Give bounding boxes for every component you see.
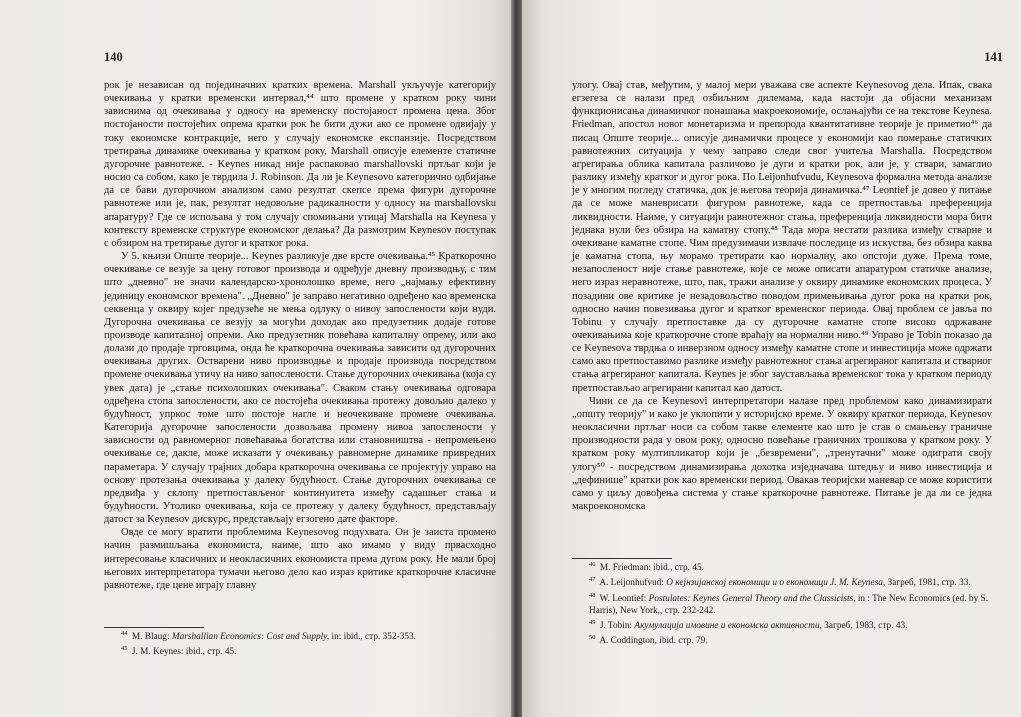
page-number-right: 141 bbox=[984, 50, 1003, 64]
right-footnotes bbox=[572, 559, 992, 648]
right-page bbox=[522, 0, 1021, 717]
footnote-49: $^{49}$ J. Tobin: Акумулација имовине и економска активности, Загреб, 1983, стр. 43. bbox=[589, 619, 908, 632]
footnote-46: $^{46}$ M. Friedman: ibid., стр. 45. bbox=[589, 561, 704, 574]
footnote-50: $^{50}$ A. Coddington, ibid. стр. 79. bbox=[589, 634, 708, 647]
left-paragraph-2: У 5. књизи Опште теорије... Keynes разликује две врсте очекивања.⁴⁵ Краткорочно очекивање се везује за цену готовог производа и одређује дневну производњу, с тим што „дневно" не значи календарско-хронолошко време, него „најмању ефективну јединицу економског времена". „Дневно" је заправо негативно одређено као временска секвенца у оквиру којег предузеће не мења одлуку о нивоу запослености који нуди. Дугорочна очекивања се везују за могући доходак ако предузетник додаје готове производе капиталној опреми. Ако предузетник повећава капиталну опрему, или ако долази до продаје трговцима, онда ће краткорочна очекивања зависити од дугорочних очекивања других. Остварени ниво производње и продаје производа посредством промене очекивања утичу на ниво запослености. Стање дугорочних очекивања (која су увек дата) је „стање психолошких очекивања". Сваком стању очекивања одговара одређена стопа запослености, ако се постојећа очекивања протежу довољно далеко у будућност, упркос томе што постоје нагле и неочекиване промене очекивања. Категорија дугорочне запослености дозвољава промену нивоа запослености у зависности од равномерног повећавања богатства или становништва - непромењено очекивање се, дакле, може исказати у очекивању равномерне динамике привредних параметара. У случају трајних добара краткорочна очекивања се пројектују управо на основу протезања очекивања у далеку будућност. Стање дугорочних очекивања се предвиђа у склопу претпостављеног континуитета између садашњег стања и будућности. Утолико очекивања, која се протежу у далеку будућност, представљају датост за Keynesov дискурс, представљају егзогено дате факторе. bbox=[104, 251, 496, 526]
book-gutter bbox=[511, 0, 522, 717]
left-paragraph-1: рок је независан од појединачних кратких времена. Marshall укључује категорију очекивања у кратки временски интервал,⁴⁴ што промене у кратком року чини зависнима од очекивања у односу на временску постојаност промена цена. Због постојаности постојећих опрема кратки рок ће бити дужи ако се промене одвијају у току економске контракције, него у случају економске експанзије. Посредством третирања динамике очекивања у кратком року, Marshall описује елементе статичне дугорочне равнотеже. - Keynes никад није распаковао marshallovski пртљаг који је носио са собом, како је тврдила J. Robinson. Да ли је Keynesovo категорично одбијање да се бави дугорочном анализом само резултат скепсе према фигури дугорочне равнотеже или је, пак, резултат недовољне радикалности у односу на marshallovsku апаратуру? Где се испољава у том случају спомињани утицај Marshalla на Keynesa у контексту временске структуре економског делања? Да размотрим Keynesov поступак с обзиром на третирање дугог и кратког рока. bbox=[104, 80, 496, 249]
footnote-45: $^{45}$ J. M. Keynes: ibid., стр. 45. bbox=[121, 645, 237, 658]
left-paragraph-3: Овде се могу вратити проблемима Keynesovog подухвата. Он је заиста промено начин размишљања економиста, наиме, што ако имамо у виду првасходно интересовање класичних и неокласичних економиста према дугом року. Не мали број његових интерпретатора тумачи његово дело као израз критике краткорочне класичне равнотеже, где цене играју главну bbox=[104, 527, 496, 591]
right-paragraph-2: Чини се да се Keynesovi интерпретатори налазе пред проблемом како динамизирати „општу теорију" и како је уклопити у историјско време. У оквиру кратког периода, Keynesov неокласични пртљаг носи са собом такве елементе као што је став о смањењу граничне производности рада у овом року, односно повећање граничних трошкова у кратком року. У кратком року мултипликатор који је „безвремени", „тренутачни" може одиграти своју улогу⁵⁰ - посредством динамизирања дохотка изједначава штедњу и ниво инвестиција и „дефинише" кратки рок као временски период. Овакав теоријски маневар се може користити само у циљу довођења система у стање краткорочне равнотеже. Питање је да ли се једна макроекономска bbox=[572, 395, 992, 512]
footnote-44: $^{44}$ M. Blaug: Marshallian Economics: Cost and Supply, in: ibid., стр. 352-353. bbox=[121, 630, 416, 643]
left-footnotes bbox=[104, 628, 496, 659]
page-number-left: 140 bbox=[104, 50, 123, 64]
right-body-text bbox=[572, 79, 992, 513]
left-body-text bbox=[104, 79, 496, 592]
right-paragraph-1: улогу. Овај став, међутим, у малој мери уважава све аспекте Keynesovog дела. Ипак, свака егзегеза се налази пред озбиљним дилемама, када настоји да објасни механизам функционисања динамичког понашања макроекономије, ослањајући се на текстове Keynesa. Friedman, апостол новог монетаризма и препорода квантитативне теорије је приметио⁴⁶ да писац Опште теорије... описује динамички процесе у економији као померање статичких равнотежних ситуација у чему заправо следи свог учитеља Marshalla. Посредством агрегирања облика капитала различово је дуги и кратки рок, али је, у ствари, замаглио разлику између кратког и дугог рока. По Leijonhufvudu, Keynesova формална метода анализе је у многим погледу статичка, док је његова теорија динамичка.⁴⁷ Leontief је довео у питање да се може маневрисати фигуром равнотеже, када се претпоставља преференција ликвидности. Наиме, у ситуацији равнотежног стања, преференција ликвидности мора бити једнака нули без обзира на каматну стопу.⁴⁸ Тада мора нестати разлика између стварне и очекиване каматне стопе. Чим предузимачи извлаче последице из искуства, без обзира каква је каматна стопа, њу морамо третирати као нормалну, ако опстоји дуже. Према томе, незапосленост није стање равнотеже, које се може описати апаратуром статичке анализе, него израз неравнотеже, што, пак, тражи анализе у оквиру динамике економских процеса. У позадини ове критике је незадовољство поводом примењивања дугог рока на кратки рок, односно начин повезивања дугог и кратког временског периода. Овај проблем се јавља по Tobinu у случају претпоставке да су дугорочне каматне стопе високо одржаване очекивањима које краткорочне стопе враћају на нормални ниво.⁴⁹ Управо је Tobin показао да се Keynesova тврдња о инверзном односу између каматне стопе и инвестиција може одржати само ако претпоставимо разлике између равнотежног стања агрегираног капитала и стварног стања агрегираног капитала. Keynes је због заустављања временског тока у кратком периоду претпостављао агрегирани капитал као датост. bbox=[572, 80, 992, 394]
footnote-47: $^{47}$ A. Leijonhufvud: О кејнзијанској економици и о економици J. M. Keynesa, Загреб, 1981, стр. 33. bbox=[589, 576, 971, 589]
footnote-48: $^{48}$ W. Leontief: Postulates: Keynes General Theory and the Classicists, in : The New Economics (ed. by S. Harris), New York,, стр. 232-242. bbox=[589, 591, 989, 616]
